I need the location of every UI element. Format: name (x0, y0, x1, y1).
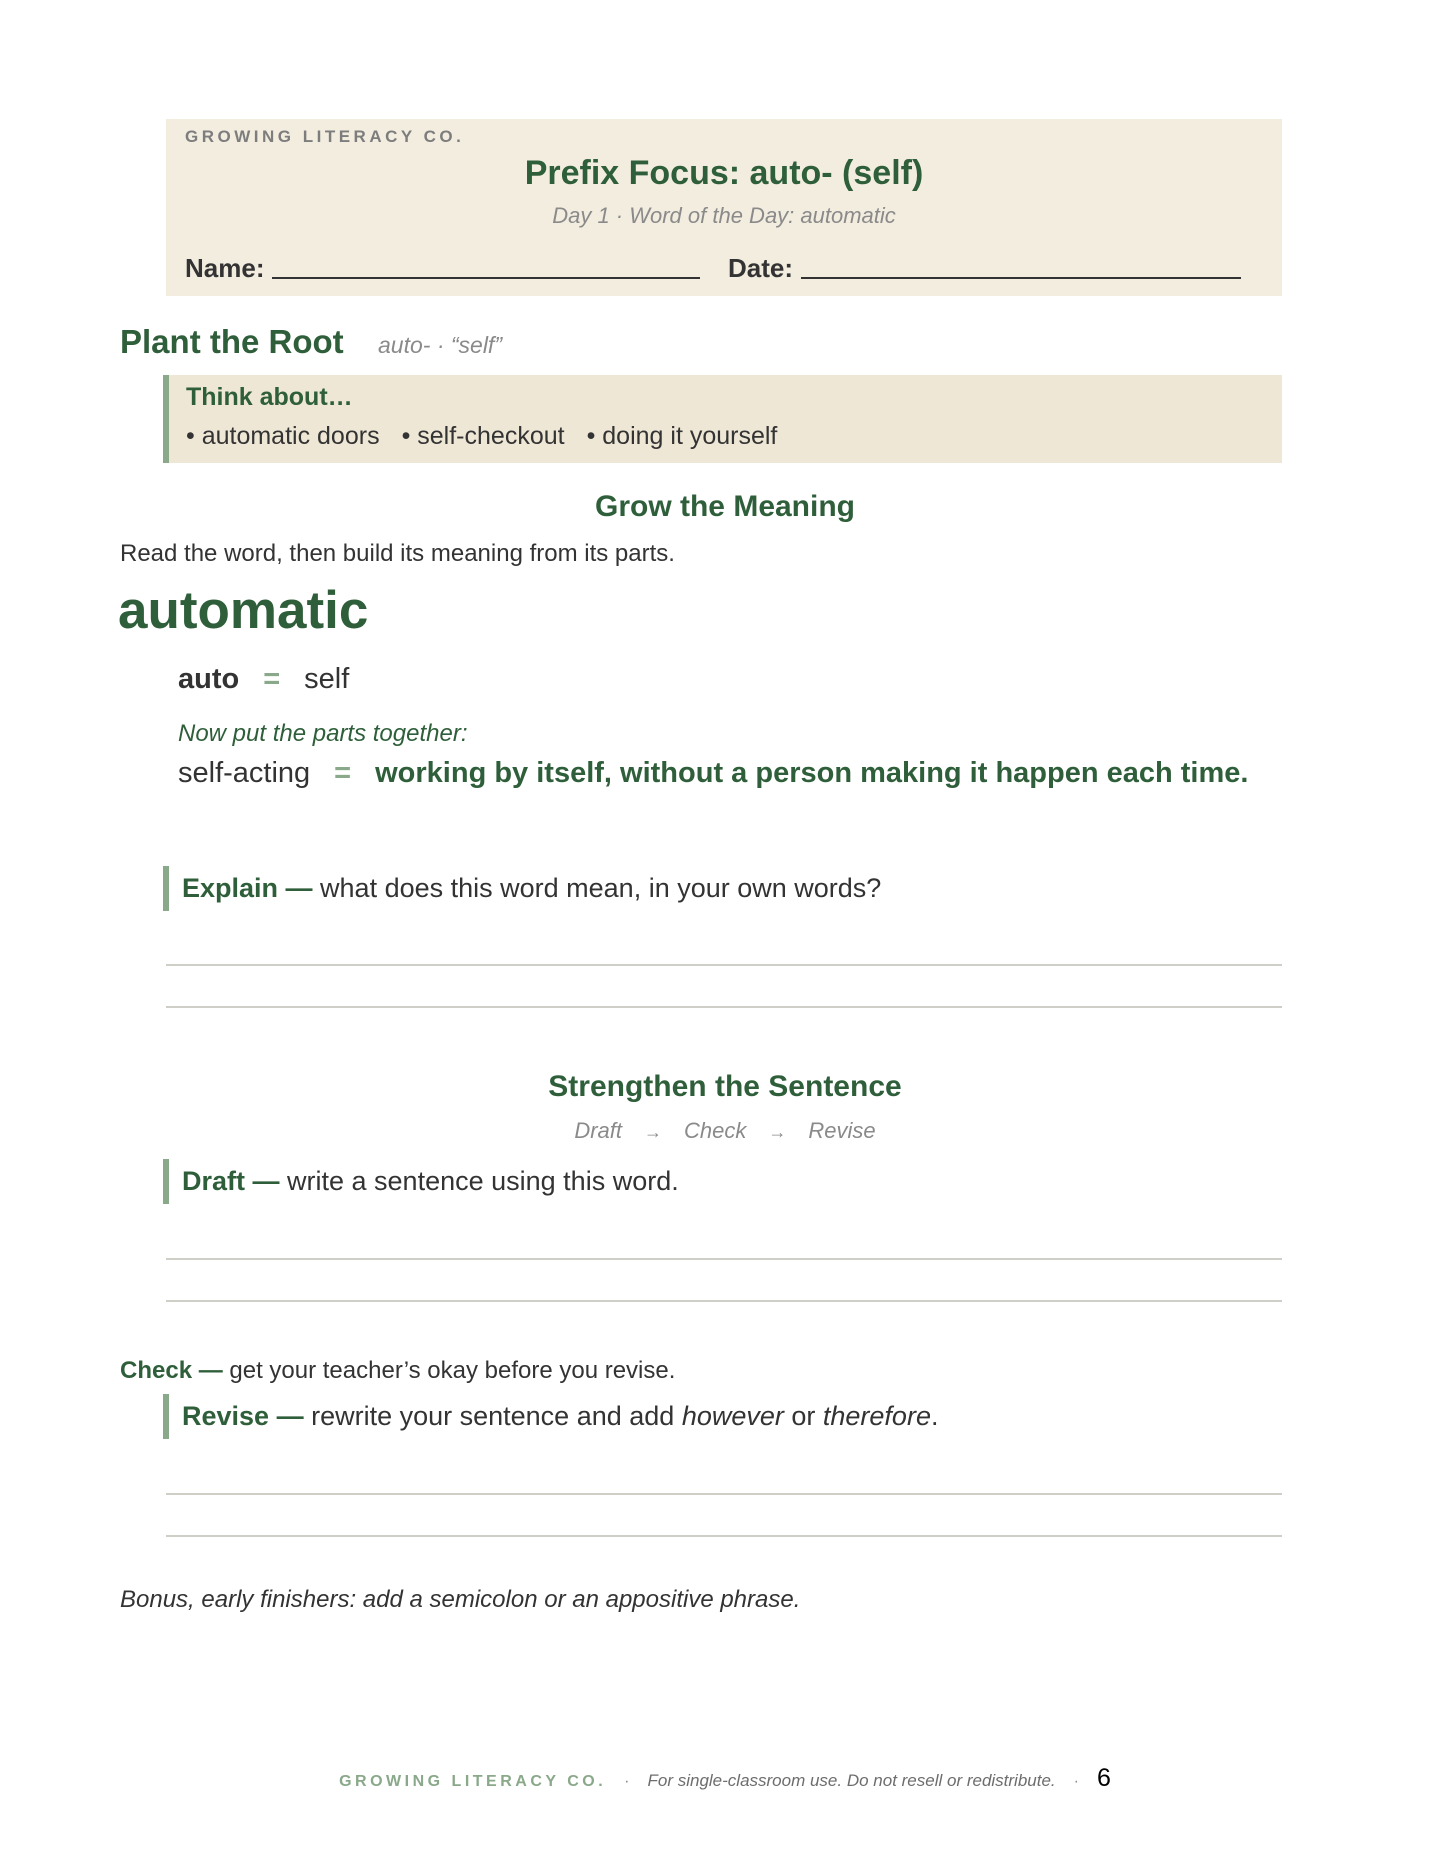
think-title: Think about… (186, 383, 353, 411)
equals-sign: = (334, 757, 352, 789)
plant-heading: Plant the Root (120, 323, 344, 360)
name-label: Name: (185, 253, 265, 283)
part-meaning: self (304, 663, 350, 695)
date-blank[interactable] (801, 253, 1241, 279)
draft-text: write a sentence using this word. (279, 1166, 679, 1196)
step-check: Check (684, 1118, 747, 1143)
explain-lead: Explain — (182, 873, 313, 903)
name-field[interactable] (185, 253, 700, 284)
name-blank[interactable] (272, 253, 700, 279)
explain-write-line[interactable] (166, 1006, 1282, 1008)
arrow-right-icon: → (768, 1122, 787, 1142)
revise-word-therefore: therefore (822, 1401, 931, 1431)
step-revise: Revise (808, 1118, 876, 1143)
think-item: • self-checkout (401, 422, 565, 450)
explain-write-line[interactable] (166, 964, 1282, 966)
target-word: automatic (118, 581, 369, 640)
header-band (166, 119, 1282, 296)
check-text: get your teacher’s okay before you revise. (222, 1357, 676, 1384)
worksheet-title: Prefix Focus: auto- (self) (524, 154, 924, 192)
page-number: 6 (1096, 1764, 1111, 1792)
definition-row (178, 757, 1248, 790)
revise-text: . (930, 1401, 939, 1431)
think-items (186, 422, 777, 451)
revise-write-line[interactable] (166, 1493, 1282, 1495)
grow-instruction: Read the word, then build its meaning from its parts. (120, 540, 675, 567)
brand-name: GROWING LITERACY CO. (185, 127, 465, 146)
full-definition: working by itself, without a person making it happen each time. (375, 757, 1249, 789)
draft-write-line[interactable] (166, 1300, 1282, 1302)
part-root: auto (178, 663, 240, 695)
step-sequence (0, 1118, 1445, 1144)
explain-text: what does this word mean, in your own words? (312, 873, 882, 903)
check-lead: Check — (120, 1357, 223, 1384)
revise-text: or (783, 1401, 823, 1431)
strengthen-heading: Strengthen the Sentence (548, 1070, 902, 1103)
grow-heading: Grow the Meaning (594, 490, 855, 523)
explain-prompt (163, 866, 881, 911)
footer-brand: GROWING LITERACY CO. (339, 1773, 607, 1790)
word-part-row (178, 663, 349, 696)
step-draft: Draft (574, 1118, 623, 1143)
footer-separator: · (1073, 1773, 1079, 1790)
think-item: • automatic doors (186, 422, 380, 450)
think-item: • doing it yourself (586, 422, 778, 450)
root-note: auto- · “self” (378, 332, 502, 358)
worksheet-subtitle: Day 1 · Word of the Day: automatic (552, 203, 896, 228)
revise-prompt (163, 1394, 938, 1439)
draft-write-line[interactable] (166, 1258, 1282, 1260)
footer (0, 1764, 1445, 1793)
revise-lead: Revise — (182, 1401, 304, 1431)
arrow-right-icon: → (644, 1122, 663, 1142)
equals-sign: = (263, 663, 281, 695)
date-label: Date: (728, 253, 794, 283)
revise-text: rewrite your sentence and add (303, 1401, 682, 1431)
footer-note: For single-classroom use. Do not resell or redistribute. (647, 1771, 1056, 1790)
revise-write-line[interactable] (166, 1535, 1282, 1537)
draft-prompt (163, 1159, 679, 1204)
footer-separator: · (624, 1773, 630, 1790)
bonus-prompt: Bonus, early finishers: add a semicolon or an appositive phrase. (120, 1586, 801, 1613)
revise-word-however: however (681, 1401, 784, 1431)
together-prompt: Now put the parts together: (178, 720, 468, 747)
check-instruction (120, 1357, 675, 1385)
literal-meaning: self-acting (178, 757, 311, 789)
think-about-box (163, 375, 1282, 463)
draft-lead: Draft — (182, 1166, 280, 1196)
date-field[interactable] (728, 253, 1241, 284)
